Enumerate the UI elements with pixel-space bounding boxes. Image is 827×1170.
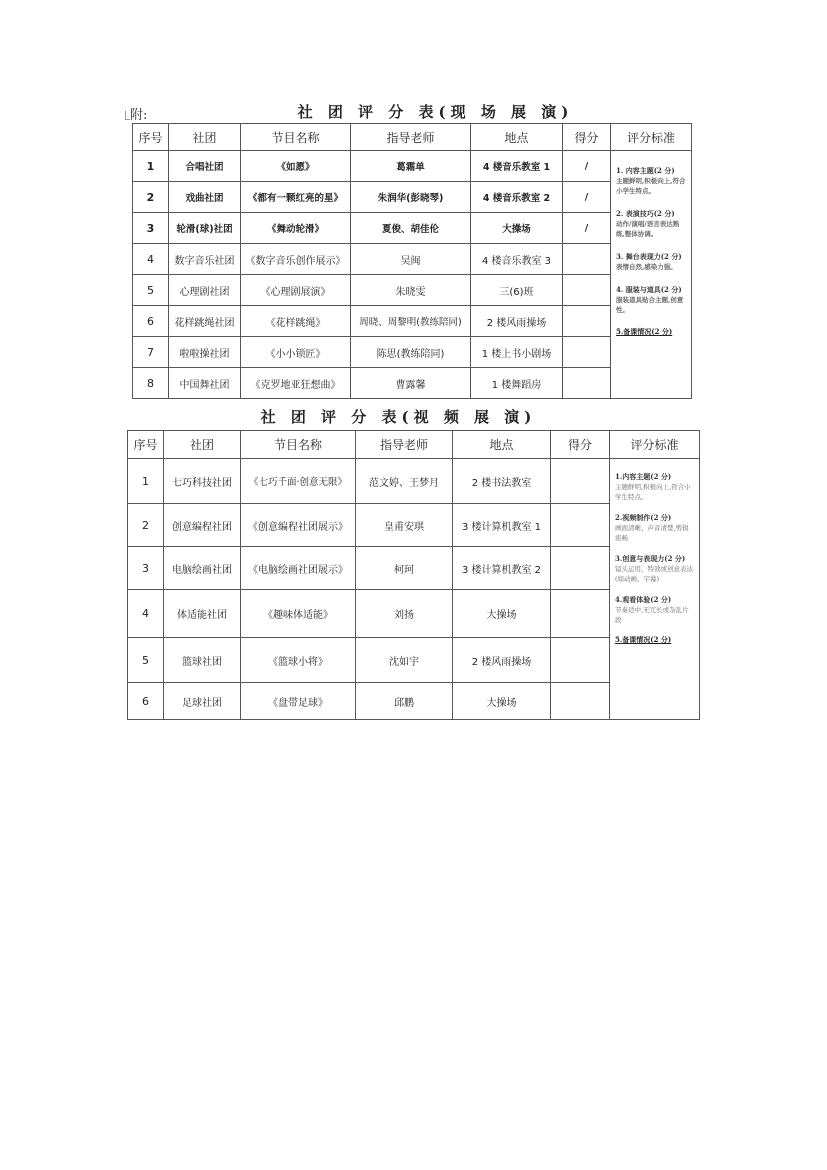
criterion-3-head: 3. 舞台表现力(2 分) bbox=[616, 252, 682, 261]
header-score: 得分 bbox=[563, 124, 611, 151]
criterion-2-desc: 动作/演唱/语言表达熟练,整体协调。 bbox=[616, 220, 680, 238]
row-score bbox=[563, 244, 611, 275]
row-program: 《电脑绘画社团展示》 bbox=[241, 547, 356, 590]
header-criteria: 评分标准 bbox=[610, 431, 700, 459]
row-location: 3 楼计算机教室 1 bbox=[453, 504, 551, 547]
row-no: 1 bbox=[128, 459, 164, 504]
row-teacher: 周晓、周黎明(教练陪同) bbox=[351, 306, 471, 337]
criterion-2-desc: 画面清晰、声音清楚,剪辑流畅 bbox=[615, 524, 689, 542]
row-program: 《趣味体适能》 bbox=[241, 590, 356, 638]
row-program: 《心理剧展演》 bbox=[241, 275, 351, 306]
live-performance-score-table bbox=[132, 123, 692, 399]
criterion-3-desc: 表情自然,感染力强。 bbox=[616, 263, 677, 271]
row-club: 足球社团 bbox=[164, 683, 241, 720]
scoring-criteria bbox=[610, 459, 700, 720]
header-no: 序号 bbox=[128, 431, 164, 459]
row-no: 4 bbox=[128, 590, 164, 638]
row-score: / bbox=[563, 151, 611, 182]
row-club: 合唱社团 bbox=[169, 151, 241, 182]
row-no: 1 bbox=[133, 151, 169, 182]
header-club: 社团 bbox=[169, 124, 241, 151]
row-club: 心理剧社团 bbox=[169, 275, 241, 306]
table1-title: 社 团 评 分 表(现 场 展 演) bbox=[297, 103, 574, 121]
row-location: 三(6)班 bbox=[471, 275, 563, 306]
row-club: 中国舞社团 bbox=[169, 368, 241, 399]
row-program: 《舞动轮滑》 bbox=[241, 213, 351, 244]
table-row bbox=[133, 368, 692, 399]
row-score bbox=[563, 275, 611, 306]
row-location: 4 楼音乐教室 1 bbox=[471, 151, 563, 182]
header-club: 社团 bbox=[164, 431, 241, 459]
row-score: / bbox=[563, 182, 611, 213]
row-score: / bbox=[563, 213, 611, 244]
row-location: 4 楼音乐教室 3 bbox=[471, 244, 563, 275]
row-teacher: 范文婷、王梦月 bbox=[356, 459, 453, 504]
row-teacher: 陈思(教练陪同) bbox=[351, 337, 471, 368]
row-club: 创意编程社团 bbox=[164, 504, 241, 547]
row-teacher: 朱润华(彭晓琴) bbox=[351, 182, 471, 213]
row-no: 3 bbox=[133, 213, 169, 244]
table-row bbox=[133, 306, 692, 337]
video-performance-score-table bbox=[127, 430, 700, 720]
header-teacher: 指导老师 bbox=[356, 431, 453, 459]
scoring-criteria bbox=[611, 151, 692, 399]
header-score: 得分 bbox=[551, 431, 610, 459]
row-score bbox=[551, 638, 610, 683]
row-program: 《都有一颗红亮的星》 bbox=[241, 182, 351, 213]
row-location: 4 楼音乐教室 2 bbox=[471, 182, 563, 213]
criterion-4-head: 4.观看体验(2 分) bbox=[615, 595, 672, 604]
criterion-1-head: 1.内容主题(2 分) bbox=[615, 472, 672, 481]
row-teacher: 柯珂 bbox=[356, 547, 453, 590]
header-location: 地点 bbox=[471, 124, 563, 151]
row-club: 体适能社团 bbox=[164, 590, 241, 638]
row-no: 2 bbox=[133, 182, 169, 213]
row-club: 篮球社团 bbox=[164, 638, 241, 683]
row-program: 《花样跳绳》 bbox=[241, 306, 351, 337]
table-header-row bbox=[128, 431, 700, 459]
criterion-4-desc: 服装道具贴合主题,创意性。 bbox=[616, 296, 684, 314]
criterion-1-head: 1. 内容主题(2 分) bbox=[616, 166, 675, 175]
row-club: 七巧科技社团 bbox=[164, 459, 241, 504]
header-teacher: 指导老师 bbox=[351, 124, 471, 151]
row-club: 电脑绘画社团 bbox=[164, 547, 241, 590]
row-club: 数字音乐社团 bbox=[169, 244, 241, 275]
row-no: 2 bbox=[128, 504, 164, 547]
row-score bbox=[563, 306, 611, 337]
row-score bbox=[551, 459, 610, 504]
row-no: 7 bbox=[133, 337, 169, 368]
table-row bbox=[133, 151, 692, 182]
row-teacher: 曹露馨 bbox=[351, 368, 471, 399]
criterion-2-head: 2. 表演技巧(2 分) bbox=[616, 209, 675, 218]
row-program: 《篮球小将》 bbox=[241, 638, 356, 683]
table-header-row bbox=[133, 124, 692, 151]
row-teacher: 邱鹏 bbox=[356, 683, 453, 720]
row-location: 2 楼风雨操场 bbox=[471, 306, 563, 337]
row-location: 大操场 bbox=[453, 590, 551, 638]
row-score bbox=[551, 504, 610, 547]
header-no: 序号 bbox=[133, 124, 169, 151]
row-teacher: 沈如宇 bbox=[356, 638, 453, 683]
row-score bbox=[551, 683, 610, 720]
row-no: 5 bbox=[128, 638, 164, 683]
row-program: 《创意编程社团展示》 bbox=[241, 504, 356, 547]
criterion-5-head: 5.备课情况(2 分) bbox=[615, 635, 672, 644]
table2-title: 社 团 评 分 表(视 频 展 演) bbox=[260, 408, 537, 426]
criterion-1-desc: 主题鲜明,积极向上,符合小学生特点。 bbox=[616, 177, 686, 195]
row-teacher: 朱晓雯 bbox=[351, 275, 471, 306]
row-location: 2 楼书法教室 bbox=[453, 459, 551, 504]
row-club: 啦啦操社团 bbox=[169, 337, 241, 368]
criterion-4-head: 4. 服装与道具(2 分) bbox=[616, 285, 682, 294]
row-club: 戏曲社团 bbox=[169, 182, 241, 213]
row-program: 《数字音乐创作展示》 bbox=[241, 244, 351, 275]
header-program: 节目名称 bbox=[241, 124, 351, 151]
row-teacher: 皇甫安琪 bbox=[356, 504, 453, 547]
header-criteria: 评分标准 bbox=[611, 124, 692, 151]
row-no: 3 bbox=[128, 547, 164, 590]
row-score bbox=[563, 368, 611, 399]
criterion-3-desc: 镜头运用、特效或创意表达(如动画、字幕) bbox=[615, 565, 693, 583]
row-program: 《如愿》 bbox=[241, 151, 351, 182]
row-club: 轮滑(球)社团 bbox=[169, 213, 241, 244]
row-no: 8 bbox=[133, 368, 169, 399]
criterion-5-head: 5.备课情况(2 分) bbox=[616, 327, 673, 336]
row-program: 《小小锁匠》 bbox=[241, 337, 351, 368]
row-program: 《克罗地亚狂想曲》 bbox=[241, 368, 351, 399]
row-teacher: 葛霜单 bbox=[351, 151, 471, 182]
row-location: 大操场 bbox=[453, 683, 551, 720]
table-row bbox=[133, 244, 692, 275]
criterion-3-head: 3.创意与表现力(2 分) bbox=[615, 554, 686, 563]
table-row bbox=[133, 275, 692, 306]
row-program: 《七巧千面·创意无限》 bbox=[241, 459, 356, 504]
header-program: 节目名称 bbox=[241, 431, 356, 459]
row-program: 《盘带足球》 bbox=[241, 683, 356, 720]
row-score bbox=[551, 590, 610, 638]
row-no: 5 bbox=[133, 275, 169, 306]
table-row bbox=[133, 182, 692, 213]
row-club: 花样跳绳社团 bbox=[169, 306, 241, 337]
table-row bbox=[133, 213, 692, 244]
row-location: 2 楼风雨操场 bbox=[453, 638, 551, 683]
row-no: 6 bbox=[133, 306, 169, 337]
table-row bbox=[133, 337, 692, 368]
criterion-2-head: 2.视频制作(2 分) bbox=[615, 513, 672, 522]
annex-label: 附: bbox=[130, 108, 148, 123]
row-teacher: 刘扬 bbox=[356, 590, 453, 638]
table-row bbox=[128, 459, 700, 504]
row-location: 1 楼舞蹈房 bbox=[471, 368, 563, 399]
criterion-4-desc: 节奏适中,无冗长或杂乱片段 bbox=[615, 606, 689, 624]
row-score bbox=[563, 337, 611, 368]
row-no: 4 bbox=[133, 244, 169, 275]
header-location: 地点 bbox=[453, 431, 551, 459]
row-score bbox=[551, 547, 610, 590]
row-teacher: 吴闽 bbox=[351, 244, 471, 275]
row-no: 6 bbox=[128, 683, 164, 720]
row-teacher: 夏俊、胡佳伦 bbox=[351, 213, 471, 244]
row-location: 1 楼上书小剧场 bbox=[471, 337, 563, 368]
row-location: 3 楼计算机教室 2 bbox=[453, 547, 551, 590]
row-location: 大操场 bbox=[471, 213, 563, 244]
criterion-1-desc: 主题鲜明,积极向上,符合小学生特点。 bbox=[615, 483, 691, 501]
